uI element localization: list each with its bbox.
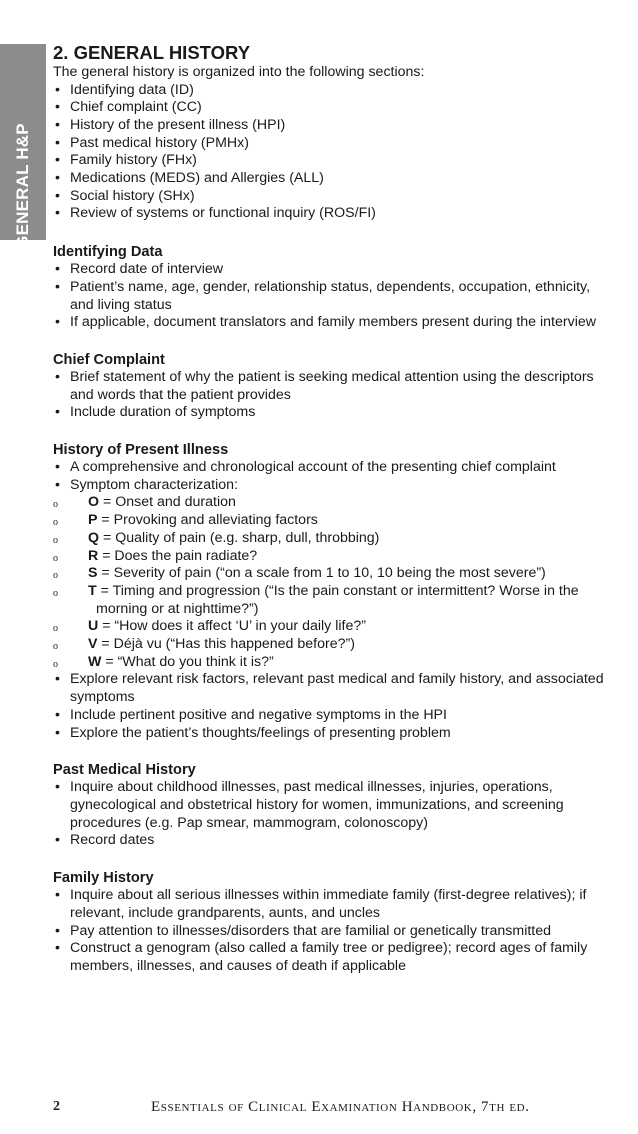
- bullet-marker: •: [55, 205, 60, 222]
- bullet-marker: •: [55, 187, 60, 204]
- bullet-marker: •: [55, 922, 60, 939]
- book-title: Essentials of Clinical Examination Handbook, 7th ed.: [151, 1099, 530, 1115]
- list-item-text: Include pertinent positive and negative symptoms in the HPI: [70, 706, 447, 723]
- mnemonic-text: = “What do you think it is?”: [101, 653, 274, 670]
- chief-complaint-list: [53, 369, 613, 422]
- list-item: [53, 205, 613, 223]
- list-item: [53, 671, 613, 706]
- mnemonic-item: [53, 618, 613, 636]
- bullet-marker: •: [55, 724, 60, 741]
- bullet-marker: •: [55, 671, 60, 688]
- list-item-text: Medications (MEDS) and Allergies (ALL): [70, 170, 324, 187]
- list-item: [53, 725, 613, 743]
- mnemonic-letter: V: [88, 636, 98, 653]
- list-item-text: Identifying data (ID): [70, 81, 194, 98]
- bullet-marker: •: [55, 940, 60, 957]
- list-item-text: Family history (FHx): [70, 152, 197, 169]
- bullet-marker: •: [55, 706, 60, 723]
- bullet-marker: •: [55, 314, 60, 331]
- mnemonic-letter: Q: [88, 529, 100, 546]
- list-item-text: Chief complaint (CC): [70, 99, 202, 116]
- chief-complaint-heading: Chief Complaint: [53, 351, 165, 368]
- list-item: [53, 369, 613, 404]
- sub-bullet-marker: o: [53, 552, 58, 564]
- list-item: [53, 188, 613, 206]
- mnemonic-item: [53, 530, 613, 548]
- list-item: [53, 279, 613, 314]
- bullet-marker: •: [55, 116, 60, 133]
- identifying-data-list: [53, 261, 613, 332]
- bullet-marker: •: [55, 170, 60, 187]
- mnemonic-letter: S: [88, 565, 98, 582]
- list-item-text: Review of systems or functional inquiry (ROS/FI): [70, 205, 376, 222]
- bullet-marker: •: [55, 99, 60, 116]
- list-item-text: If applicable, document translators and family members present during the interview: [70, 314, 596, 331]
- bullet-marker: •: [55, 459, 60, 476]
- list-item-text: Patient’s name, age, gender, relationship status, dependents, occupation, ethnicity, and living status: [70, 278, 591, 313]
- page-title: 2. GENERAL HISTORY: [53, 42, 251, 63]
- list-item-text: Include duration of symptoms: [70, 404, 256, 421]
- bullet-marker: •: [55, 832, 60, 849]
- mnemonic-text: = Provoking and alleviating factors: [97, 512, 318, 529]
- list-item: [53, 314, 613, 332]
- page-content: [53, 42, 613, 976]
- sub-bullet-marker: o: [53, 641, 58, 653]
- list-item: [53, 99, 613, 117]
- list-item-text: Social history (SHx): [70, 187, 195, 204]
- sub-bullet-marker: o: [53, 534, 58, 546]
- mnemonic-text: = Quality of pain (e.g. sharp, dull, throbbing): [99, 529, 380, 546]
- sub-bullet-marker: o: [53, 499, 58, 511]
- list-item: [53, 779, 613, 832]
- mnemonic-item: [53, 636, 613, 654]
- list-item: [53, 940, 613, 975]
- side-tab: [0, 44, 46, 249]
- hpi-heading: History of Present Illness: [53, 442, 229, 459]
- intro-text: The general history is organized into the following sections:: [53, 64, 425, 80]
- list-item: [53, 170, 613, 188]
- list-item-text: A comprehensive and chronological account of the presenting chief complaint: [70, 459, 556, 476]
- list-item: [53, 404, 613, 422]
- mnemonic-item: [53, 565, 613, 583]
- list-item-text: Record date of interview: [70, 261, 223, 278]
- list-item: [53, 923, 613, 941]
- list-item-text: Record dates: [70, 832, 155, 849]
- bullet-marker: •: [55, 779, 60, 796]
- list-item: [53, 82, 613, 100]
- mnemonic-item: [53, 512, 613, 530]
- list-item: [53, 135, 613, 153]
- bullet-marker: •: [55, 152, 60, 169]
- bullet-marker: •: [55, 404, 60, 421]
- bullet-marker: •: [55, 134, 60, 151]
- mnemonic-item: [53, 654, 613, 672]
- list-item-text: Explore the patient’s thoughts/feelings of presenting problem: [70, 724, 451, 741]
- mnemonic-text: = Déjà vu (“Has this happened before?”): [97, 636, 355, 653]
- sub-bullet-marker: o: [53, 658, 58, 670]
- bullet-marker: •: [55, 368, 60, 385]
- page-footer: [53, 1099, 593, 1117]
- past-medical-history-heading: Past Medical History: [53, 762, 196, 779]
- list-item: [53, 707, 613, 725]
- bullet-marker: •: [55, 476, 60, 493]
- list-item-text: Symptom characterization:: [70, 476, 238, 493]
- family-history-list: [53, 887, 613, 976]
- list-item: [53, 887, 613, 922]
- mnemonic-text: = Severity of pain (“on a scale from 1 to 10, 10 being the most severe”): [97, 565, 546, 582]
- sub-bullet-marker: o: [53, 517, 58, 529]
- mnemonic-item: [53, 583, 613, 618]
- list-item-text: Inquire about childhood illnesses, past medical illnesses, injuries, operations, gynecological and obstetrical history for women, immunizations, and screening procedures (e.g. Pap smear, mammogram, colonoscopy): [70, 779, 564, 831]
- list-item: [53, 152, 613, 170]
- oprstuvw-list: [53, 494, 613, 671]
- list-item-text: Construct a genogram (also called a family tree or pedigree); record ages of family members, illnesses, and causes of death if applicable: [70, 940, 588, 974]
- mnemonic-text: = Timing and progression (“Is the pain constant or intermittent? Worse in the morning or at nighttime?”): [96, 582, 579, 617]
- mnemonic-letter: R: [88, 547, 99, 564]
- mnemonic-letter: U: [88, 618, 99, 635]
- mnemonic-letter: T: [88, 582, 97, 599]
- list-item-text: Brief statement of why the patient is seeking medical attention using the descriptors and words that the patient provides: [70, 368, 594, 403]
- mnemonic-item: [53, 548, 613, 566]
- list-item: [53, 477, 613, 495]
- side-tab-label: GENERAL H&P: [13, 123, 32, 249]
- page-number: 2: [53, 1099, 60, 1114]
- list-item: [53, 832, 613, 850]
- mnemonic-letter: P: [88, 512, 98, 529]
- bullet-marker: •: [55, 261, 60, 278]
- list-item: [53, 117, 613, 135]
- sub-bullet-marker: o: [53, 570, 58, 582]
- mnemonic-text: = Onset and duration: [99, 494, 236, 511]
- sections-list: [53, 82, 613, 224]
- hpi-list: [53, 459, 613, 494]
- mnemonic-item: [53, 494, 613, 512]
- bullet-marker: •: [55, 278, 60, 295]
- list-item-text: History of the present illness (HPI): [70, 116, 286, 133]
- list-item-text: Past medical history (PMHx): [70, 134, 249, 151]
- sub-bullet-marker: o: [53, 623, 58, 635]
- past-medical-history-list: [53, 779, 613, 850]
- list-item-text: Pay attention to illnesses/disorders that are familial or genetically transmitted: [70, 922, 552, 939]
- mnemonic-letter: W: [88, 653, 102, 670]
- bullet-marker: •: [55, 887, 60, 904]
- list-item-text: Inquire about all serious illnesses within immediate family (first-degree relatives); if relevant, include grandparents, aunts, and uncles: [70, 887, 587, 921]
- list-item: [53, 459, 613, 477]
- list-item-text: Explore relevant risk factors, relevant past medical and family history, and associated symptoms: [70, 671, 604, 706]
- hpi-list-continued: [53, 671, 613, 742]
- list-item: [53, 261, 613, 279]
- bullet-marker: •: [55, 81, 60, 98]
- mnemonic-text: = “How does it affect ‘U’ in your daily life?”: [98, 618, 366, 635]
- mnemonic-letter: O: [88, 494, 100, 511]
- family-history-heading: Family History: [53, 870, 154, 887]
- mnemonic-text: = Does the pain radiate?: [98, 547, 258, 564]
- sub-bullet-marker: o: [53, 587, 58, 599]
- identifying-data-heading: Identifying Data: [53, 244, 163, 261]
